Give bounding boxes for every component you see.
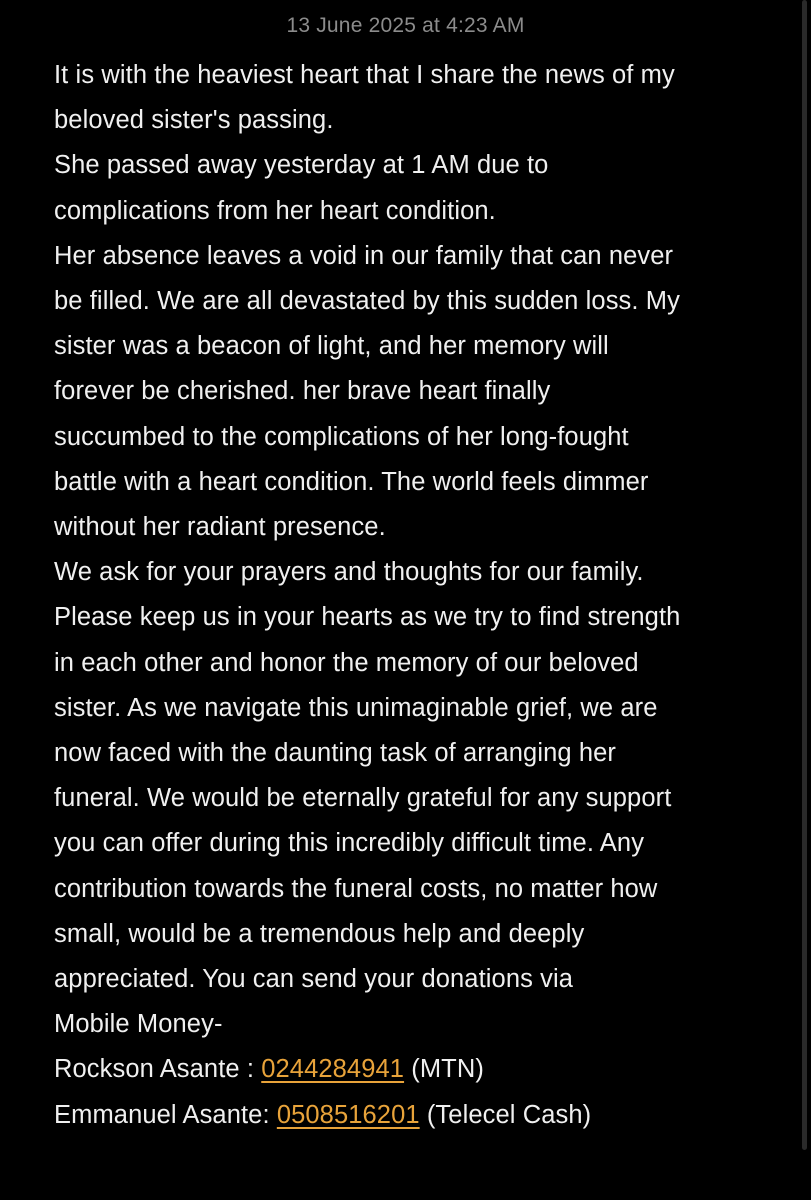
message-line: succumbed to the complications of her long-fought (54, 422, 629, 451)
message-body (54, 53, 774, 1138)
message-line: She passed away yesterday at 1 AM due to (54, 151, 549, 180)
message-line: It is with the heaviest heart that I share the news of my (54, 61, 675, 89)
phone-number-link[interactable]: 0508516201 (276, 1100, 420, 1129)
message-line: Her absence leaves a void in our family that can never (54, 241, 674, 270)
message-line: Mobile Money- (54, 1010, 223, 1039)
message-line: small, would be a tremendous help and deeply (54, 919, 585, 948)
contact-network: (Telecel Cash) (419, 1100, 592, 1129)
message-line: be filled. We are all devastated by this sudden loss. My (54, 287, 680, 316)
contact-network: (MTN) (404, 1055, 484, 1084)
contact-name: Rockson Asante : (54, 1055, 262, 1084)
message-line: appreciated. You can send your donations via (54, 965, 574, 994)
contact-line-mtn (54, 1047, 774, 1092)
message-line: sister. As we navigate this unimaginable grief, we are (54, 693, 658, 722)
message-line: funeral. We would be eternally grateful for any support (54, 784, 672, 813)
message-line: in each other and honor the memory of our beloved (54, 648, 639, 677)
message-line: complications from her heart condition. (54, 196, 496, 225)
message-line: beloved sister's passing. (54, 106, 334, 135)
message-line: forever be cherished. her brave heart finally (54, 377, 551, 406)
contact-name: Emmanuel Asante: (54, 1100, 277, 1129)
message-line: sister was a beacon of light, and her memory will (54, 332, 609, 361)
message-line: Please keep us in your hearts as we try to find strength (54, 603, 681, 632)
contact-line-telecel (54, 1093, 774, 1138)
message-line: battle with a heart condition. The world feels dimmer (54, 467, 649, 496)
message-line: you can offer during this incredibly difficult time. Any (54, 829, 645, 858)
message-line: without her radiant presence. (54, 513, 386, 542)
scrollbar[interactable] (802, 0, 807, 1150)
phone-number-link[interactable]: 0244284941 (261, 1055, 405, 1084)
message-line: contribution towards the funeral costs, no matter how (54, 874, 658, 903)
message-line: now faced with the daunting task of arranging her (54, 739, 617, 768)
message-timestamp: 13 June 2025 at 4:23 AM (286, 14, 525, 37)
message-line: We ask for your prayers and thoughts for our family. (54, 558, 644, 587)
